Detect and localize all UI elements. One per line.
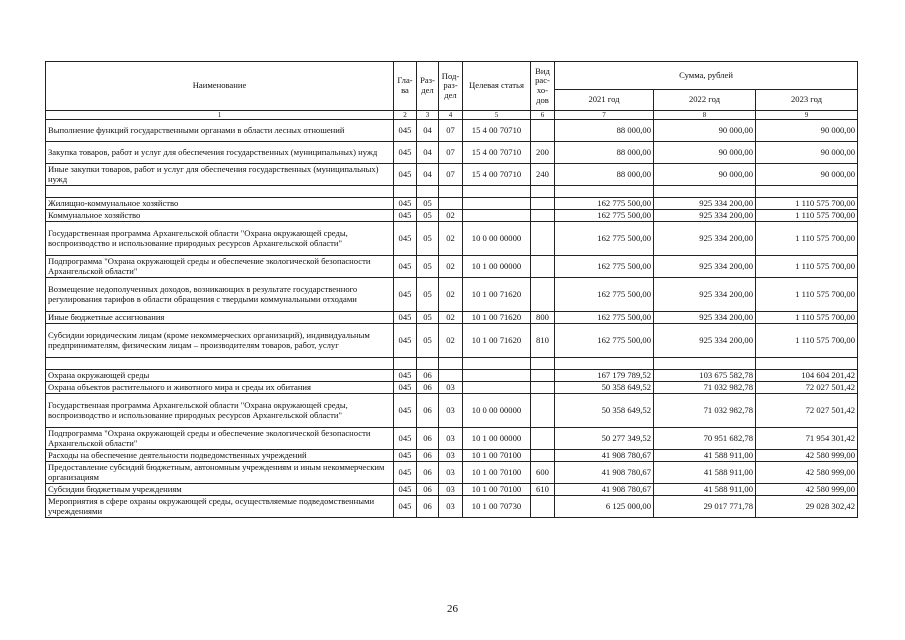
cell-podrazdel: 03 bbox=[439, 428, 463, 450]
cell-glava: 045 bbox=[394, 164, 417, 186]
cell-s2022: 925 334 200,00 bbox=[654, 198, 756, 210]
cell-s2023: 1 110 575 700,00 bbox=[756, 222, 858, 256]
cell-celevaya: 10 0 00 00000 bbox=[463, 222, 531, 256]
cell-celevaya: 10 1 00 71620 bbox=[463, 324, 531, 358]
table-row bbox=[46, 484, 858, 496]
cell-glava: 045 bbox=[394, 120, 417, 142]
cell-name: Подпрограмма "Охрана окружающей среды и обеспечение экологической безопасности Архангельской области" bbox=[46, 256, 394, 278]
empty-cell bbox=[417, 186, 439, 198]
cell-podrazdel: 02 bbox=[439, 210, 463, 222]
cell-s2021: 88 000,00 bbox=[555, 120, 654, 142]
cell-podrazdel: 03 bbox=[439, 382, 463, 394]
cell-vid: 810 bbox=[531, 324, 555, 358]
cell-s2022: 41 588 911,00 bbox=[654, 450, 756, 462]
cell-name: Иные бюджетные ассигнования bbox=[46, 312, 394, 324]
cell-vid: 240 bbox=[531, 164, 555, 186]
cell-name: Закупка товаров, работ и услуг для обеспечения государственных (муниципальных) нужд bbox=[46, 142, 394, 164]
cell-vid bbox=[531, 370, 555, 382]
table-row bbox=[46, 278, 858, 312]
cell-s2023: 1 110 575 700,00 bbox=[756, 198, 858, 210]
table-row bbox=[46, 164, 858, 186]
table-row bbox=[46, 222, 858, 256]
cell-celevaya bbox=[463, 382, 531, 394]
cell-name: Возмещение недополученных доходов, возникающих в результате государственного регулирования тарифов в области обращения с твердыми коммунальными отходами bbox=[46, 278, 394, 312]
cell-celevaya: 10 1 00 00000 bbox=[463, 428, 531, 450]
cell-podrazdel bbox=[439, 198, 463, 210]
table-row bbox=[46, 256, 858, 278]
cell-name: Государственная программа Архангельской области "Охрана окружающей среды, воспроизводство и использование природных ресурсов Архангельской области" bbox=[46, 222, 394, 256]
cell-s2022: 70 951 682,78 bbox=[654, 428, 756, 450]
column-index-row bbox=[46, 111, 858, 120]
cell-podrazdel bbox=[439, 370, 463, 382]
cell-celevaya: 10 1 00 70100 bbox=[463, 484, 531, 496]
page-number: 26 bbox=[447, 603, 458, 615]
cell-s2022: 90 000,00 bbox=[654, 164, 756, 186]
cell-glava: 045 bbox=[394, 312, 417, 324]
cell-s2021: 41 908 780,67 bbox=[555, 484, 654, 496]
cell-vid: 610 bbox=[531, 484, 555, 496]
cell-s2023: 90 000,00 bbox=[756, 164, 858, 186]
table-row bbox=[46, 496, 858, 518]
empty-cell bbox=[463, 186, 531, 198]
header-year-2022: 2022 год bbox=[654, 90, 756, 111]
cell-s2021: 50 358 649,52 bbox=[555, 394, 654, 428]
empty-cell bbox=[654, 186, 756, 198]
cell-s2022: 925 334 200,00 bbox=[654, 278, 756, 312]
cell-glava: 045 bbox=[394, 484, 417, 496]
cell-vid bbox=[531, 198, 555, 210]
cell-name: Подпрограмма "Охрана окружающей среды и обеспечение экологической безопасности Архангельской области" bbox=[46, 428, 394, 450]
cell-glava: 045 bbox=[394, 496, 417, 518]
cell-s2022: 90 000,00 bbox=[654, 120, 756, 142]
cell-razdel: 06 bbox=[417, 394, 439, 428]
table-row bbox=[46, 312, 858, 324]
cell-name: Мероприятия в сфере охраны окружающей среды, осуществляемые подведомственными учреждениями bbox=[46, 496, 394, 518]
cell-s2021: 162 775 500,00 bbox=[555, 312, 654, 324]
cell-razdel: 06 bbox=[417, 370, 439, 382]
empty-cell bbox=[417, 358, 439, 370]
cell-podrazdel: 02 bbox=[439, 278, 463, 312]
cell-podrazdel: 02 bbox=[439, 256, 463, 278]
empty-cell bbox=[439, 186, 463, 198]
cell-vid: 800 bbox=[531, 312, 555, 324]
cell-s2022: 71 032 982,78 bbox=[654, 394, 756, 428]
cell-glava: 045 bbox=[394, 462, 417, 484]
empty-cell bbox=[756, 358, 858, 370]
column-index: 2 bbox=[394, 111, 417, 120]
table-row bbox=[46, 370, 858, 382]
empty-cell bbox=[654, 358, 756, 370]
cell-glava: 045 bbox=[394, 428, 417, 450]
header-glava: Гла-ва bbox=[394, 62, 417, 111]
cell-glava: 045 bbox=[394, 210, 417, 222]
table-row bbox=[46, 394, 858, 428]
cell-name: Жилищно-коммунальное хозяйство bbox=[46, 198, 394, 210]
cell-podrazdel: 03 bbox=[439, 450, 463, 462]
cell-podrazdel: 02 bbox=[439, 324, 463, 358]
cell-vid bbox=[531, 222, 555, 256]
cell-vid bbox=[531, 450, 555, 462]
cell-podrazdel: 03 bbox=[439, 484, 463, 496]
cell-glava: 045 bbox=[394, 394, 417, 428]
cell-name: Расходы на обеспечение деятельности подведомственных учреждений bbox=[46, 450, 394, 462]
empty-cell bbox=[46, 358, 394, 370]
cell-s2022: 925 334 200,00 bbox=[654, 222, 756, 256]
cell-glava: 045 bbox=[394, 450, 417, 462]
cell-glava: 045 bbox=[394, 222, 417, 256]
cell-vid bbox=[531, 120, 555, 142]
header-year-2021: 2021 год bbox=[555, 90, 654, 111]
cell-razdel: 04 bbox=[417, 120, 439, 142]
header-podrazdel: Под-раз-дел bbox=[439, 62, 463, 111]
cell-s2021: 41 908 780,67 bbox=[555, 462, 654, 484]
cell-podrazdel: 02 bbox=[439, 312, 463, 324]
cell-s2023: 1 110 575 700,00 bbox=[756, 312, 858, 324]
table-row bbox=[46, 382, 858, 394]
cell-glava: 045 bbox=[394, 382, 417, 394]
cell-s2023: 90 000,00 bbox=[756, 142, 858, 164]
cell-glava: 045 bbox=[394, 256, 417, 278]
column-index: 4 bbox=[439, 111, 463, 120]
cell-s2022: 41 588 911,00 bbox=[654, 484, 756, 496]
cell-s2021: 162 775 500,00 bbox=[555, 256, 654, 278]
cell-s2021: 50 358 649,52 bbox=[555, 382, 654, 394]
cell-podrazdel: 03 bbox=[439, 394, 463, 428]
cell-name: Иные закупки товаров, работ и услуг для обеспечения государственных (муниципальных) нужд bbox=[46, 164, 394, 186]
cell-celevaya: 15 4 00 70710 bbox=[463, 164, 531, 186]
table-row bbox=[46, 142, 858, 164]
empty-cell bbox=[394, 186, 417, 198]
cell-razdel: 06 bbox=[417, 496, 439, 518]
table-row bbox=[46, 198, 858, 210]
cell-razdel: 05 bbox=[417, 198, 439, 210]
cell-podrazdel: 02 bbox=[439, 222, 463, 256]
empty-cell bbox=[555, 358, 654, 370]
cell-glava: 045 bbox=[394, 278, 417, 312]
empty-cell bbox=[394, 358, 417, 370]
cell-vid bbox=[531, 496, 555, 518]
cell-s2022: 103 675 582,78 bbox=[654, 370, 756, 382]
cell-vid bbox=[531, 394, 555, 428]
cell-razdel: 05 bbox=[417, 278, 439, 312]
cell-podrazdel: 07 bbox=[439, 120, 463, 142]
empty-cell bbox=[756, 186, 858, 198]
cell-s2023: 1 110 575 700,00 bbox=[756, 256, 858, 278]
cell-name: Субсидии юридическим лицам (кроме некоммерческих организаций), индивидуальным предпринимателям, физическим лицам – производителям товаров, работ, услуг bbox=[46, 324, 394, 358]
cell-glava: 045 bbox=[394, 198, 417, 210]
cell-celevaya: 10 1 00 70100 bbox=[463, 450, 531, 462]
cell-razdel: 06 bbox=[417, 450, 439, 462]
empty-cell bbox=[555, 186, 654, 198]
cell-s2023: 71 954 301,42 bbox=[756, 428, 858, 450]
cell-celevaya: 10 1 00 71620 bbox=[463, 278, 531, 312]
header-vid: Вид рас-хо-дов bbox=[531, 62, 555, 111]
cell-vid: 200 bbox=[531, 142, 555, 164]
cell-s2021: 41 908 780,67 bbox=[555, 450, 654, 462]
cell-name: Предоставление субсидий бюджетным, автономным учреждениям и иным некоммерческим организациям bbox=[46, 462, 394, 484]
cell-razdel: 06 bbox=[417, 382, 439, 394]
empty-cell bbox=[463, 358, 531, 370]
cell-razdel: 06 bbox=[417, 428, 439, 450]
cell-podrazdel: 07 bbox=[439, 164, 463, 186]
header-name: Наименование bbox=[46, 62, 394, 111]
cell-s2022: 925 334 200,00 bbox=[654, 210, 756, 222]
cell-s2022: 925 334 200,00 bbox=[654, 256, 756, 278]
cell-celevaya: 15 4 00 70710 bbox=[463, 120, 531, 142]
spacer-row bbox=[46, 186, 858, 198]
cell-glava: 045 bbox=[394, 370, 417, 382]
table-row bbox=[46, 120, 858, 142]
cell-razdel: 04 bbox=[417, 164, 439, 186]
empty-cell bbox=[46, 186, 394, 198]
header-razdel: Раз-дел bbox=[417, 62, 439, 111]
cell-s2021: 6 125 000,00 bbox=[555, 496, 654, 518]
cell-vid bbox=[531, 428, 555, 450]
cell-s2023: 72 027 501,42 bbox=[756, 382, 858, 394]
cell-name: Коммунальное хозяйство bbox=[46, 210, 394, 222]
cell-name: Субсидии бюджетным учреждениям bbox=[46, 484, 394, 496]
cell-s2023: 104 604 201,42 bbox=[756, 370, 858, 382]
cell-s2022: 925 334 200,00 bbox=[654, 324, 756, 358]
cell-s2023: 42 580 999,00 bbox=[756, 462, 858, 484]
table-row bbox=[46, 210, 858, 222]
empty-cell bbox=[439, 358, 463, 370]
cell-razdel: 05 bbox=[417, 312, 439, 324]
cell-s2023: 42 580 999,00 bbox=[756, 450, 858, 462]
cell-s2021: 50 277 349,52 bbox=[555, 428, 654, 450]
table-row bbox=[46, 462, 858, 484]
cell-podrazdel: 07 bbox=[439, 142, 463, 164]
cell-celevaya: 10 1 00 00000 bbox=[463, 256, 531, 278]
cell-vid bbox=[531, 278, 555, 312]
cell-s2023: 1 110 575 700,00 bbox=[756, 324, 858, 358]
cell-s2021: 88 000,00 bbox=[555, 142, 654, 164]
column-index: 6 bbox=[531, 111, 555, 120]
cell-razdel: 05 bbox=[417, 222, 439, 256]
cell-glava: 045 bbox=[394, 324, 417, 358]
cell-vid bbox=[531, 256, 555, 278]
spacer-row bbox=[46, 358, 858, 370]
cell-podrazdel: 03 bbox=[439, 496, 463, 518]
column-index: 3 bbox=[417, 111, 439, 120]
cell-name: Выполнение функций государственными органами в области лесных отношений bbox=[46, 120, 394, 142]
header-year-2023: 2023 год bbox=[756, 90, 858, 111]
cell-vid bbox=[531, 210, 555, 222]
cell-s2021: 162 775 500,00 bbox=[555, 198, 654, 210]
cell-s2022: 90 000,00 bbox=[654, 142, 756, 164]
table-row bbox=[46, 450, 858, 462]
cell-celevaya bbox=[463, 370, 531, 382]
cell-razdel: 05 bbox=[417, 324, 439, 358]
cell-s2022: 925 334 200,00 bbox=[654, 312, 756, 324]
cell-s2021: 88 000,00 bbox=[555, 164, 654, 186]
cell-s2023: 42 580 999,00 bbox=[756, 484, 858, 496]
cell-razdel: 04 bbox=[417, 142, 439, 164]
empty-cell bbox=[531, 186, 555, 198]
cell-s2023: 72 027 501,42 bbox=[756, 394, 858, 428]
empty-cell bbox=[531, 358, 555, 370]
cell-s2021: 162 775 500,00 bbox=[555, 278, 654, 312]
cell-name: Охрана объектов растительного и животного мира и среды их обитания bbox=[46, 382, 394, 394]
header-celevaya: Целевая статья bbox=[463, 62, 531, 111]
cell-celevaya: 10 0 00 00000 bbox=[463, 394, 531, 428]
cell-celevaya: 10 1 00 70730 bbox=[463, 496, 531, 518]
column-index: 9 bbox=[756, 111, 858, 120]
column-index: 1 bbox=[46, 111, 394, 120]
cell-name: Государственная программа Архангельской области "Охрана окружающей среды, воспроизводство и использование природных ресурсов Архангельской области" bbox=[46, 394, 394, 428]
cell-razdel: 05 bbox=[417, 210, 439, 222]
cell-celevaya: 10 1 00 71620 bbox=[463, 312, 531, 324]
cell-celevaya bbox=[463, 210, 531, 222]
table-row bbox=[46, 324, 858, 358]
cell-s2021: 167 179 789,52 bbox=[555, 370, 654, 382]
cell-s2022: 29 017 771,78 bbox=[654, 496, 756, 518]
cell-razdel: 05 bbox=[417, 256, 439, 278]
column-index: 7 bbox=[555, 111, 654, 120]
cell-s2023: 90 000,00 bbox=[756, 120, 858, 142]
cell-razdel: 06 bbox=[417, 484, 439, 496]
header-summa: Сумма, рублей bbox=[555, 62, 858, 90]
cell-podrazdel: 03 bbox=[439, 462, 463, 484]
cell-celevaya: 15 4 00 70710 bbox=[463, 142, 531, 164]
cell-s2021: 162 775 500,00 bbox=[555, 210, 654, 222]
cell-s2023: 1 110 575 700,00 bbox=[756, 210, 858, 222]
cell-name: Охрана окружающей среды bbox=[46, 370, 394, 382]
column-index: 5 bbox=[463, 111, 531, 120]
cell-s2023: 1 110 575 700,00 bbox=[756, 278, 858, 312]
cell-celevaya: 10 1 00 70100 bbox=[463, 462, 531, 484]
cell-vid: 600 bbox=[531, 462, 555, 484]
cell-s2022: 71 032 982,78 bbox=[654, 382, 756, 394]
cell-s2022: 41 588 911,00 bbox=[654, 462, 756, 484]
budget-table bbox=[45, 61, 858, 518]
table-row bbox=[46, 428, 858, 450]
cell-s2023: 29 028 302,42 bbox=[756, 496, 858, 518]
cell-s2021: 162 775 500,00 bbox=[555, 222, 654, 256]
cell-celevaya bbox=[463, 198, 531, 210]
cell-s2021: 162 775 500,00 bbox=[555, 324, 654, 358]
column-index: 8 bbox=[654, 111, 756, 120]
cell-razdel: 06 bbox=[417, 462, 439, 484]
cell-vid bbox=[531, 382, 555, 394]
cell-glava: 045 bbox=[394, 142, 417, 164]
